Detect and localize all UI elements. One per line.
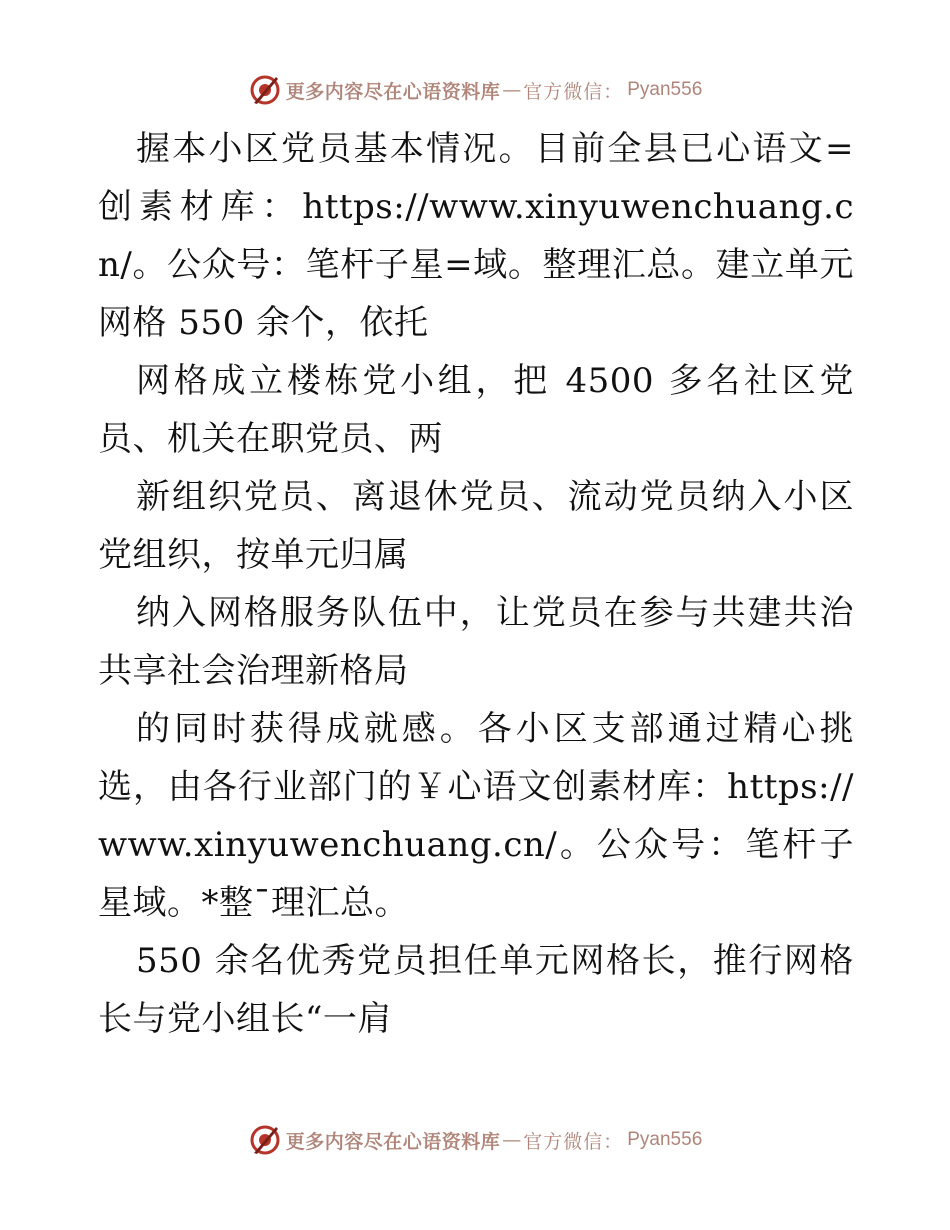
banner-dash: —	[502, 1129, 522, 1151]
banner-text: 更多内容尽在心语资料库	[285, 1130, 501, 1153]
paragraph-3: 新组织党员、离退休党员、流动党员纳入小区党组织，按单元归属	[98, 477, 854, 575]
quill-pen-logo-icon	[248, 1123, 282, 1157]
footer-banner	[0, 1120, 950, 1160]
banner-text: 更多内容尽在心语资料库	[285, 80, 501, 103]
header-banner	[0, 70, 950, 110]
paragraph-5: 的同时获得成就感。各小区支部通过精心挑选，由各行业部门的￥心语文创素材库：https://www.xinyuwenchuang.cn/。公众号：笔杆子星域。*整¯理汇总。	[98, 709, 854, 923]
document-body	[98, 120, 854, 1048]
banner-dash: —	[502, 79, 522, 101]
paragraph-2: 网格成立楼栋党小组，把 4500 多名社区党员、机关在职党员、两	[98, 361, 854, 459]
quill-pen-logo-icon	[248, 73, 282, 107]
paragraph-6: 550 余名优秀党员担任单元网格长，推行网格长与党小组长“一肩	[98, 941, 854, 1039]
wechat-id: Pyan556	[627, 1129, 703, 1150]
paragraph-1: 握本小区党员基本情况。目前全县已心语文=创素材库：https://www.xinyuwenchuang.cn/。公众号：笔杆子星=域。整理汇总。建立单元网格 550 余个，依托	[98, 129, 854, 343]
paragraph-4: 纳入网格服务队伍中，让党员在参与共建共治共享社会治理新格局	[98, 593, 854, 691]
wechat-label: 官方微信：	[523, 1130, 624, 1153]
wechat-id: Pyan556	[627, 79, 703, 100]
wechat-label: 官方微信：	[523, 80, 624, 103]
